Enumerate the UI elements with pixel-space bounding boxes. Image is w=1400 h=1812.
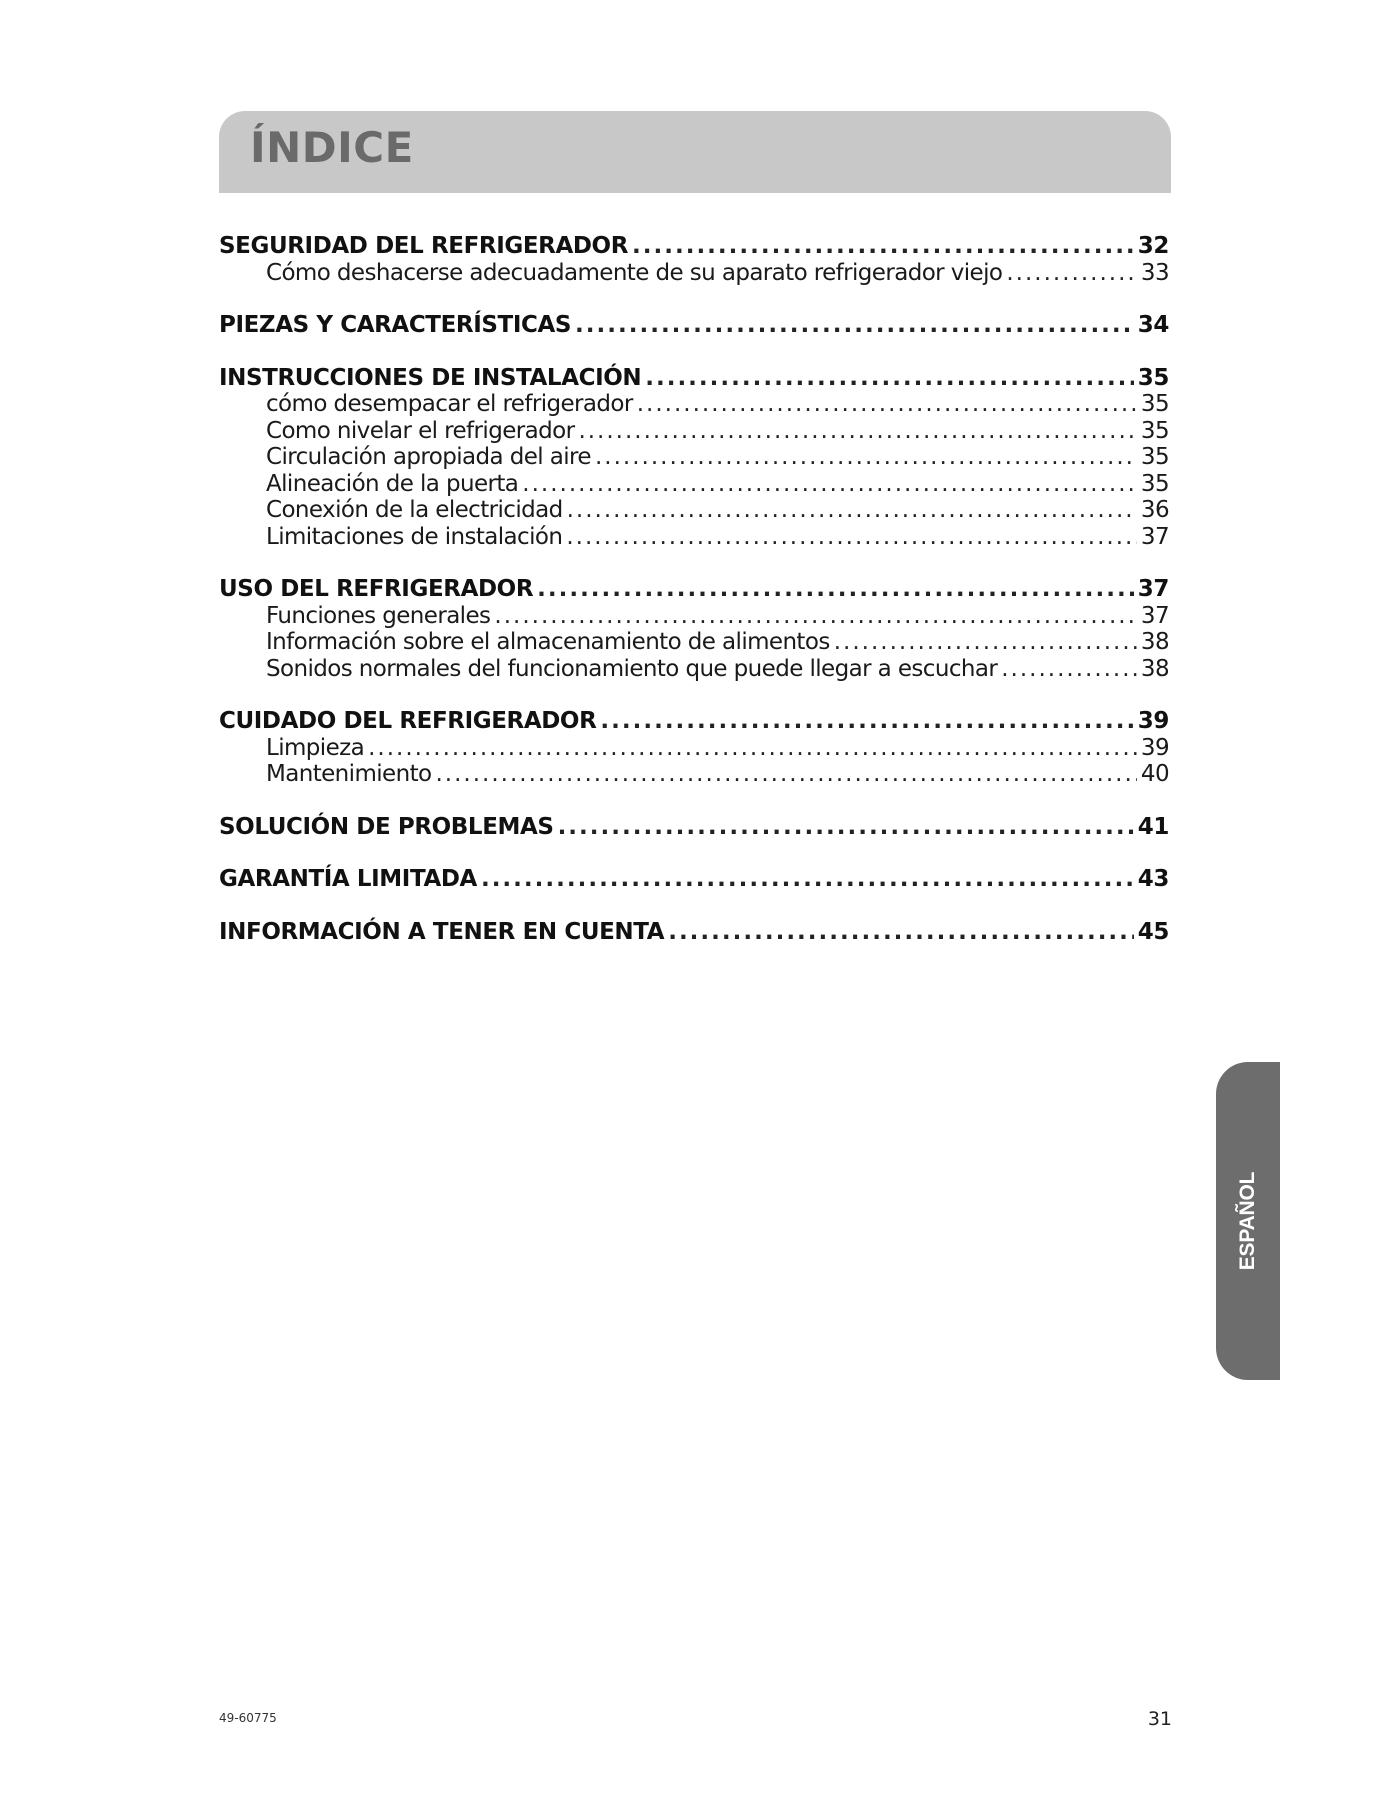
document-code: 49-60775 <box>219 1711 277 1725</box>
toc-section-title: USO DEL REFRIGERADOR <box>219 576 534 602</box>
dot-leader <box>566 524 1137 550</box>
toc-entry[interactable] <box>219 497 1169 524</box>
toc-section <box>219 919 1169 946</box>
toc-section-title: GARANTÍA LIMITADA <box>219 866 477 892</box>
toc-section-page: 43 <box>1137 866 1169 892</box>
toc-entry-page: 38 <box>1140 655 1169 682</box>
toc-entry-page: 35 <box>1140 417 1169 444</box>
dot-leader <box>368 735 1137 761</box>
toc-section-heading[interactable] <box>219 708 1169 735</box>
toc-section <box>219 233 1169 286</box>
toc-entry-label: Circulación apropiada del aire <box>266 444 591 470</box>
dot-leader <box>637 391 1137 417</box>
toc-section-heading[interactable] <box>219 919 1169 946</box>
dot-leader <box>834 629 1137 655</box>
toc-entry-page: 37 <box>1140 602 1169 629</box>
toc-section <box>219 866 1169 893</box>
page-title: ÍNDICE <box>250 123 414 172</box>
toc-section-page: 32 <box>1137 233 1169 259</box>
toc-section-page: 41 <box>1137 813 1169 840</box>
table-of-contents <box>219 233 1169 971</box>
toc-entry-label: Cómo deshacerse adecuadamente de su aparato refrigerador viejo <box>266 259 1003 286</box>
toc-section-heading[interactable] <box>219 233 1169 260</box>
language-tab-label: ESPAÑOL <box>1236 1171 1259 1271</box>
toc-section-page: 39 <box>1137 708 1169 734</box>
dot-leader <box>1001 656 1137 682</box>
toc-section <box>219 708 1169 788</box>
toc-section-heading[interactable] <box>219 576 1169 603</box>
dot-leader <box>435 761 1136 787</box>
language-tab <box>1216 1062 1280 1380</box>
dot-leader <box>494 603 1137 629</box>
toc-entry[interactable] <box>219 444 1169 471</box>
toc-section-title: INFORMACIÓN A TENER EN CUENTA <box>219 918 665 945</box>
dot-leader <box>537 576 1134 602</box>
toc-entry-page: 35 <box>1140 391 1169 417</box>
toc-entry-page: 35 <box>1140 444 1169 470</box>
toc-entry-label: Sonidos normales del funcionamiento que puede llegar a escuchar <box>266 655 998 682</box>
toc-entry-label: Conexión de la electricidad <box>266 497 563 523</box>
toc-section-heading[interactable] <box>219 365 1169 392</box>
dot-leader <box>575 312 1134 338</box>
dot-leader <box>668 919 1134 945</box>
toc-entry-label: Funciones generales <box>266 602 491 629</box>
toc-entry[interactable] <box>219 629 1169 656</box>
toc-section-title: SOLUCIÓN DE PROBLEMAS <box>219 813 554 840</box>
toc-section-title: SEGURIDAD DEL REFRIGERADOR <box>219 233 629 259</box>
dot-leader <box>595 444 1137 470</box>
toc-section-heading[interactable] <box>219 814 1169 841</box>
toc-section-title: CUIDADO DEL REFRIGERADOR <box>219 708 597 734</box>
toc-section-title: PIEZAS Y CARACTERÍSTICAS <box>219 312 572 338</box>
toc-section <box>219 312 1169 339</box>
toc-entry-label: cómo desempacar el refrigerador <box>266 391 633 417</box>
dot-leader <box>558 814 1134 840</box>
toc-section-heading[interactable] <box>219 312 1169 339</box>
toc-section <box>219 576 1169 682</box>
toc-entry-page: 40 <box>1140 761 1169 787</box>
toc-entry[interactable] <box>219 524 1169 551</box>
toc-entry-page: 38 <box>1140 629 1169 655</box>
dot-leader <box>632 233 1134 259</box>
toc-entry-page: 36 <box>1140 497 1169 523</box>
toc-entry-page: 33 <box>1140 259 1169 286</box>
dot-leader <box>645 365 1134 391</box>
toc-section <box>219 814 1169 841</box>
dot-leader <box>567 497 1137 523</box>
dot-leader <box>1006 260 1137 286</box>
toc-section-title: INSTRUCCIONES DE INSTALACIÓN <box>219 364 642 391</box>
toc-entry-page: 37 <box>1140 523 1169 550</box>
toc-entry-label: Información sobre el almacenamiento de alimentos <box>266 629 830 655</box>
toc-entry[interactable] <box>219 761 1169 788</box>
toc-section-page: 34 <box>1137 312 1169 338</box>
toc-section-page: 35 <box>1137 364 1169 391</box>
toc-section <box>219 365 1169 551</box>
toc-entry[interactable] <box>219 471 1169 498</box>
toc-entry[interactable] <box>219 260 1169 287</box>
dot-leader <box>578 418 1136 444</box>
toc-entry[interactable] <box>219 391 1169 418</box>
toc-entry[interactable] <box>219 418 1169 445</box>
toc-entry-label: Mantenimiento <box>266 761 432 787</box>
toc-entry-label: Como nivelar el refrigerador <box>266 417 575 444</box>
toc-entry[interactable] <box>219 603 1169 630</box>
toc-entry[interactable] <box>219 735 1169 762</box>
toc-entry[interactable] <box>219 656 1169 683</box>
toc-entry-label: Limitaciones de instalación <box>266 523 563 550</box>
toc-entry-label: Limpieza <box>266 734 365 761</box>
dot-leader <box>600 708 1133 734</box>
toc-entry-page: 39 <box>1140 734 1169 761</box>
dot-leader <box>481 866 1134 892</box>
dot-leader <box>522 471 1137 497</box>
title-bar <box>219 111 1171 193</box>
toc-section-page: 37 <box>1137 576 1169 602</box>
toc-section-heading[interactable] <box>219 866 1169 893</box>
toc-section-page: 45 <box>1137 918 1169 945</box>
toc-entry-page: 35 <box>1140 470 1169 497</box>
toc-entry-label: Alineación de la puerta <box>266 470 519 497</box>
page-number: 31 <box>1147 1708 1172 1730</box>
